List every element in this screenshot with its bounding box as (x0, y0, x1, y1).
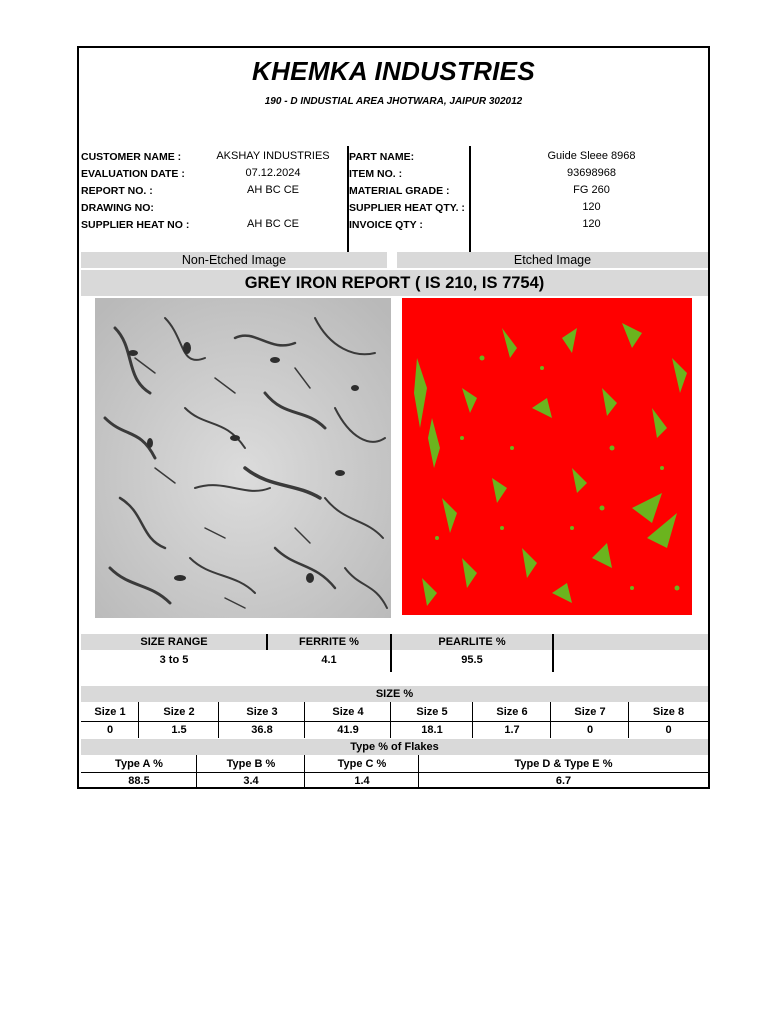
ferrite-header: FERRITE % (299, 636, 359, 648)
size-col-divider-3 (304, 702, 305, 738)
size-3-header: Size 3 (246, 706, 278, 718)
type-c-value: 1.4 (354, 775, 370, 787)
flake-table-title: Type % of Flakes (350, 741, 439, 753)
size-1-header: Size 1 (94, 706, 126, 718)
invoice-qty-value: 120 (582, 218, 601, 230)
size-row-divider (81, 721, 708, 722)
info-divider-right (469, 146, 471, 254)
phase-divider-3 (552, 634, 554, 672)
size-7-value: 0 (586, 724, 594, 736)
flake-col-divider-1 (196, 755, 197, 789)
size-3-value: 36.8 (251, 724, 273, 736)
flake-col-divider-3 (418, 755, 419, 789)
report-no-value: AH BC CE (247, 184, 299, 196)
size-2-header: Size 2 (163, 706, 195, 718)
type-a-value: 88.5 (128, 775, 150, 787)
evaluation-date-label: EVALUATION DATE : (81, 168, 185, 180)
supplier-heat-no-label: SUPPLIER HEAT NO : (81, 219, 190, 231)
size-8-value: 0 (665, 724, 672, 736)
material-grade-value: FG 260 (573, 184, 610, 196)
grey-iron-report (77, 46, 710, 789)
size-5-header: Size 5 (416, 706, 448, 718)
company-name: KHEMKA INDUSTRIES (252, 56, 535, 86)
size-col-divider-6 (550, 702, 551, 738)
evaluation-date-value: 07.12.2024 (245, 167, 301, 179)
size-range-header: SIZE RANGE (140, 636, 208, 648)
item-no-label: ITEM NO. : (349, 168, 403, 180)
supplier-heat-qty-label: SUPPLIER HEAT QTY. : (349, 202, 465, 214)
item-no-value: 93698968 (567, 167, 616, 179)
size-4-value: 41.9 (337, 724, 359, 736)
type-c-header: Type C % (337, 758, 387, 770)
pearlite-value: 95.5 (461, 654, 483, 666)
ferrite-value: 4.1 (321, 654, 337, 666)
supplier-heat-no-value: AH BC CE (247, 218, 299, 230)
pearlite-header: PEARLITE % (438, 636, 506, 648)
part-name-label: PART NAME: (349, 151, 415, 163)
customer-name-value: AKSHAY INDUSTRIES (216, 150, 330, 162)
size-col-divider-1 (138, 702, 139, 738)
size-col-divider-5 (472, 702, 473, 738)
type-b-header: Type B % (226, 758, 276, 770)
invoice-qty-label: INVOICE QTY : (349, 219, 423, 231)
size-5-value: 18.1 (421, 724, 443, 736)
type-de-value: 6.7 (555, 775, 572, 787)
size-7-header: Size 7 (574, 706, 606, 718)
size-4-header: Size 4 (332, 706, 364, 718)
company-address: 190 - D INDUSTIAL AREA JHOTWARA, JAIPUR 302012 (264, 96, 523, 107)
etched-micrograph (402, 298, 692, 615)
phase-divider-2 (390, 634, 392, 672)
type-de-header: Type D & Type E % (514, 758, 613, 770)
customer-name-label: CUSTOMER NAME : (81, 151, 182, 163)
drawing-no-label: DRAWING NO: (81, 202, 154, 214)
size-range-value: 3 to 5 (159, 654, 189, 666)
type-b-value: 3.4 (243, 775, 259, 787)
report-no-label: REPORT NO. : (81, 185, 153, 197)
size-table-title: SIZE % (375, 688, 414, 700)
size-6-value: 1.7 (504, 724, 520, 736)
report-title: GREY IRON REPORT ( IS 210, IS 7754) (244, 274, 545, 292)
part-name-value: Guide Sleee 8968 (547, 150, 636, 162)
etched-image-label: Etched Image (513, 253, 592, 267)
size-2-value: 1.5 (171, 724, 187, 736)
non-etched-image-label: Non-Etched Image (181, 253, 287, 267)
size-col-divider-7 (628, 702, 629, 738)
flake-col-divider-2 (304, 755, 305, 789)
phase-divider-1 (266, 634, 268, 650)
size-1-value: 0 (106, 724, 114, 736)
type-a-header: Type A % (115, 758, 163, 770)
material-grade-label: MATERIAL GRADE : (349, 185, 450, 197)
supplier-heat-qty-value: 120 (582, 201, 601, 213)
non-etched-micrograph (95, 298, 391, 618)
size-8-header: Size 8 (652, 706, 685, 718)
size-col-divider-2 (218, 702, 219, 738)
flake-row-divider (81, 772, 708, 773)
size-col-divider-4 (390, 702, 391, 738)
size-6-header: Size 6 (496, 706, 528, 718)
